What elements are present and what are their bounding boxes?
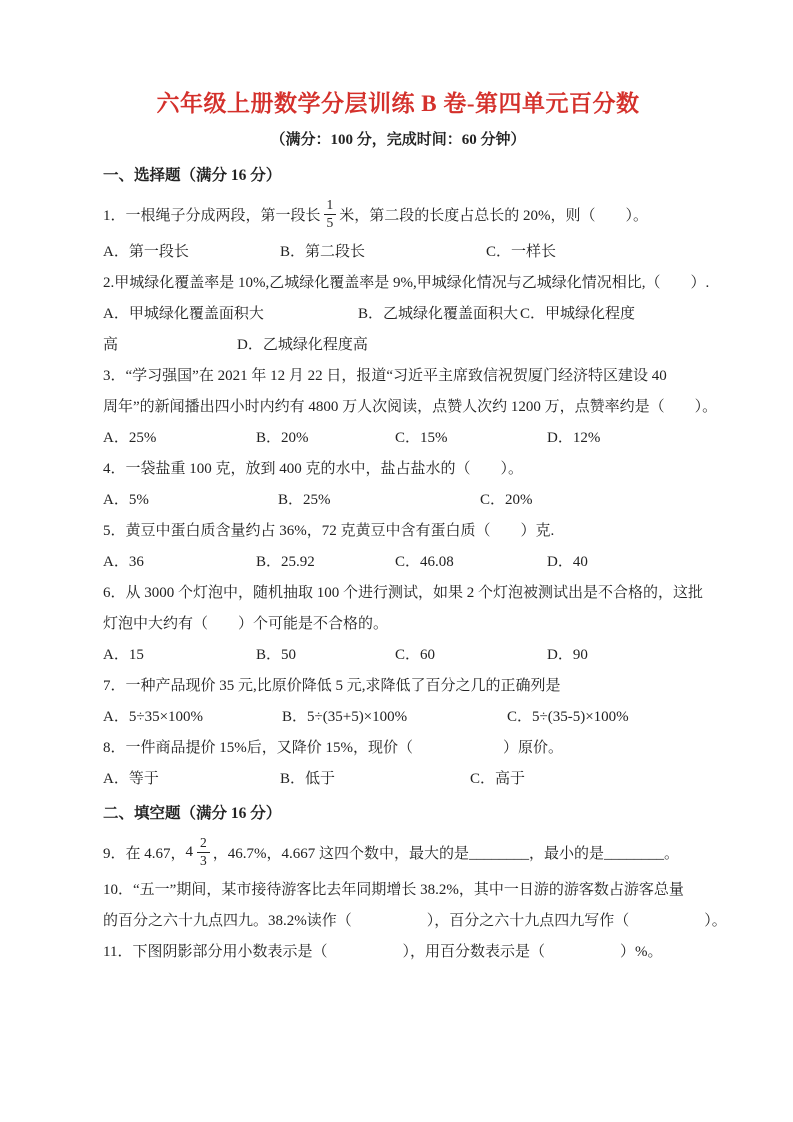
- q8-stem: 8．一件商品提价 15%后，又降价 15%，现价（ ）原价。: [103, 740, 563, 757]
- q1-stem-pre: 1．一根绳子分成两段，第一段长: [103, 207, 321, 224]
- q9-stem: [103, 829, 693, 875]
- q3-stem-line-1: 3．“学习强国”在 2021 年 12 月 22 日，报道“习近平主席致信祝贺厦门经济特区建设 40: [103, 368, 667, 385]
- q1-options: [103, 237, 693, 268]
- q2-option-c-continued: 高: [103, 337, 119, 354]
- question-11: [103, 937, 693, 968]
- q2-option-a: A．甲城绿化覆盖面积大: [103, 306, 264, 323]
- q8-option-b: B．低于: [280, 771, 336, 788]
- q5-stem: 5．黄豆中蛋白质含量约占 36%，72 克黄豆中含有蛋白质（ ）克.: [103, 523, 555, 540]
- question-8: [103, 733, 693, 795]
- page-title: 六年级上册数学分层训练 B 卷-第四单元百分数: [156, 91, 640, 116]
- q4-option-a: A．5%: [103, 492, 149, 509]
- fraction-numerator: 2: [197, 836, 210, 853]
- q3-option-d: D．12%: [547, 430, 601, 447]
- q5-option-b: B．25.92: [256, 554, 315, 571]
- question-3: [103, 361, 718, 454]
- page-subtitle: （满分：100 分，完成时间：60 分钟）: [270, 132, 526, 149]
- q4-options: [103, 485, 693, 516]
- q7-option-c: C．5÷(35-5)×100%: [507, 709, 629, 726]
- q6-options: [103, 640, 693, 671]
- q1-option-b: B．第二段长: [280, 244, 366, 261]
- fraction-denominator: 3: [200, 852, 207, 868]
- q8-options: [103, 764, 693, 795]
- question-7: [103, 671, 693, 733]
- q6-stem-line-1: 6．从 3000 个灯泡中，随机抽取 100 个进行测试，如果 2 个灯泡被测试出是不合格的，这批: [103, 585, 704, 602]
- q1-option-a: A．第一段长: [103, 244, 189, 261]
- q2-options-row-1: [103, 299, 693, 330]
- q6-stem-line-2: 灯泡中大约有（ ）个可能是不合格的。: [103, 616, 389, 633]
- fraction-2-3: [197, 836, 210, 869]
- q3-option-c: C．15%: [395, 430, 448, 447]
- section-1-heading: 一、选择题（满分 16 分）: [103, 167, 282, 185]
- q5-option-a: A．36: [103, 554, 144, 571]
- q4-option-c: C．20%: [480, 492, 533, 509]
- fraction-numerator: 1: [324, 198, 337, 215]
- q8-option-c: C．高于: [470, 771, 526, 788]
- question-2: [103, 268, 710, 361]
- q1-stem-post: 米，第二段的长度占总长的 20%，则（ ）。: [339, 207, 649, 224]
- question-10: [103, 875, 727, 937]
- q2-stem: 2.甲城绿化覆盖率是 10%,乙城绿化覆盖率是 9%,甲城绿化情况与乙城绿化情况相比,（ ）.: [103, 275, 710, 292]
- q2-options-row-2: [103, 330, 693, 361]
- q7-options: [103, 702, 693, 733]
- q9-stem-pre: 9．在 4.67，: [103, 845, 186, 862]
- q5-option-c: C．46.08: [395, 554, 454, 571]
- q3-stem-line-2: 周年”的新闻播出四小时内约有 4800 万人次阅读，点赞人次约 1200 万，点赞率约是（ ）。: [103, 399, 718, 416]
- q8-option-a: A．等于: [103, 771, 159, 788]
- fraction-denominator: 5: [326, 214, 334, 230]
- q7-option-b: B．5÷(35+5)×100%: [282, 709, 408, 726]
- q10-stem-line-1: 10．“五一”期间，某市接待游客比去年同期增长 38.2%，其中一日游的游客数占游客总量: [103, 882, 684, 899]
- q4-stem: 4．一袋盐重 100 克，放到 400 克的水中，盐占盐水的（ ）。: [103, 461, 524, 478]
- q3-option-b: B．20%: [256, 430, 309, 447]
- q9-stem-post: ，46.7%，4.667 这四个数中，最大的是________，最小的是________。: [212, 845, 680, 862]
- q2-option-c: C．甲城绿化程度: [520, 306, 636, 323]
- q2-option-d: D．乙城绿化程度高: [237, 337, 368, 354]
- q10-stem-line-2: 的百分之六十九点四九。38.2%读作（ ），百分之六十九点四九写作（ ）。: [103, 913, 727, 930]
- fraction-1-5: [324, 198, 337, 231]
- mixed-number-4-2-3: [186, 836, 213, 869]
- q5-option-d: D．40: [547, 554, 588, 571]
- mixed-number-whole: 4: [185, 843, 194, 860]
- question-9: [103, 829, 693, 875]
- question-5: [103, 516, 693, 578]
- q7-stem: 7．一种产品现价 35 元,比原价降低 5 元,求降低了百分之几的正确列是: [103, 678, 561, 695]
- q3-options: [103, 423, 693, 454]
- q11-stem: 11．下图阴影部分用小数表示是（ ），用百分数表示是（ ）%。: [103, 944, 663, 961]
- q7-option-a: A．5÷35×100%: [103, 709, 204, 726]
- q5-options: [103, 547, 693, 578]
- q6-option-d: D．90: [547, 647, 588, 664]
- q6-option-a: A．15: [103, 647, 144, 664]
- section-2-heading: 二、填空题（满分 16 分）: [103, 805, 282, 823]
- q4-option-b: B．25%: [278, 492, 331, 509]
- q2-option-b: B．乙城绿化覆盖面积大: [358, 306, 519, 323]
- q6-option-b: B．50: [256, 647, 297, 664]
- question-6: [103, 578, 704, 671]
- q3-option-a: A．25%: [103, 430, 157, 447]
- question-4: [103, 454, 693, 516]
- question-1: [103, 191, 693, 268]
- q1-option-c: C．一样长: [486, 244, 557, 261]
- q1-stem: [103, 191, 693, 237]
- q6-option-c: C．60: [395, 647, 436, 664]
